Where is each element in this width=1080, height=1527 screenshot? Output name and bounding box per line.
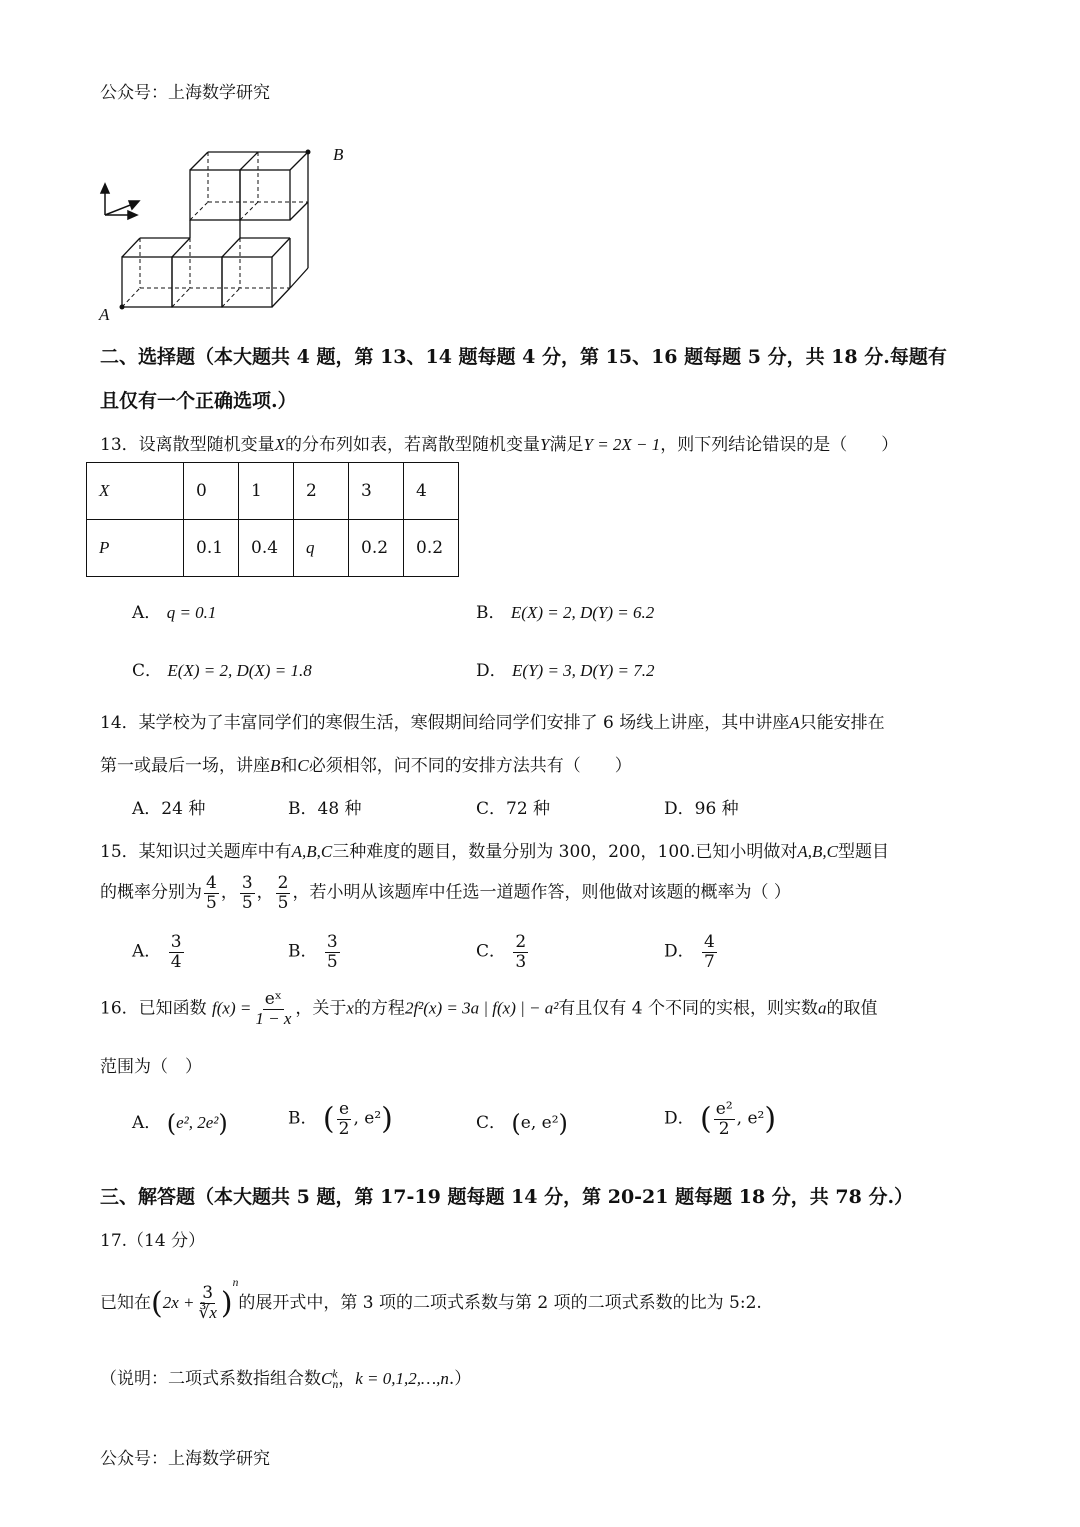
table-cell: 1 <box>239 463 294 520</box>
table-cell: 0.1 <box>184 520 239 577</box>
axis-arrows-icon <box>101 184 139 219</box>
q14-option-c[interactable]: C．72 种 <box>476 799 551 819</box>
point-a <box>120 305 125 310</box>
q16-option-d[interactable]: D． ( $\frac{\text{e²}}{2}$ , e²) <box>664 1099 777 1139</box>
q17-note: （说明：二项式系数指组合数$C^k_n$，k = 0,1,2,…,n.） <box>100 1367 472 1392</box>
table-cell: 0.2 <box>404 520 459 577</box>
q16-stem-line1: 16．已知函数 f(x) = $\frac{\text{eˣ}}{1 - x}$ ，关于x的方程2f²(x) = 3a | f(x) | − a²有且仅有 4 个不同的实根，则实数a的取值 <box>100 989 878 1028</box>
figure-label-a: A <box>99 305 110 324</box>
cube-stack-figure <box>95 140 365 325</box>
table-cell: P <box>87 520 184 577</box>
table-row <box>87 463 459 520</box>
q15-option-b[interactable]: B． $\frac{3}{5}$ <box>288 932 338 972</box>
q13-option-d[interactable]: D． E(Y) = 3, D(Y) = 7.2 <box>476 661 655 681</box>
table-cell: 4 <box>404 463 459 520</box>
table-cell: 2 <box>294 463 349 520</box>
q15-option-a[interactable]: A． $\frac{3}{4}$ <box>132 932 182 972</box>
q15-stem-line2: 的概率分别为 $\frac{4}{5}$ ， $\frac{3}{5}$ ， $\frac{2}{5}$ ，若小明从该题库中任选一道题作答，则他做对该题的概率为（ ） <box>100 873 791 913</box>
q14-option-b[interactable]: B．48 种 <box>288 799 362 819</box>
point-b <box>306 150 311 155</box>
q14-option-d[interactable]: D．96 种 <box>664 799 739 819</box>
table-cell: 3 <box>349 463 404 520</box>
figure-label-b: B <box>333 145 344 164</box>
q16-stem-line2: 范围为（ ） <box>100 1057 202 1077</box>
section2-heading-line1: 二、选择题（本大题共 4 题，第 13、14 题每题 4 分，第 15、16 题每题 5 分，共 18 分.每题有 <box>100 346 947 368</box>
q16-option-b[interactable]: B． ( $\frac{e}{2}$ , e²) <box>288 1099 393 1139</box>
q13-stem: 13．设离散型随机变量X的分布列如表，若离散型随机变量Y满足Y = 2X − 1，则下列结论错误的是（ ） <box>100 435 899 455</box>
q15-option-c[interactable]: C． $\frac{2}{3}$ <box>476 932 527 972</box>
q16-option-a[interactable]: A． (e², 2e²) <box>132 1109 228 1138</box>
table-cell: 0.2 <box>349 520 404 577</box>
page-footer: 公众号：上海数学研究 <box>100 1449 270 1469</box>
table-row <box>87 520 459 577</box>
section3-heading: 三、解答题（本大题共 5 题，第 17-19 题每题 14 分，第 20-21 题每题 18 分，共 78 分.） <box>100 1186 914 1208</box>
table-cell: q <box>294 520 349 577</box>
q15-option-d[interactable]: D． $\frac{4}{7}$ <box>664 932 715 972</box>
q13-option-c[interactable]: C． E(X) = 2, D(X) = 1.8 <box>132 661 312 681</box>
q13-option-a[interactable]: A． q = 0.1 <box>132 603 217 623</box>
q16-option-c[interactable]: C． (e, e²) <box>476 1109 568 1138</box>
q13-distribution-table <box>86 462 459 577</box>
q14-stem-line2: 第一或最后一场，讲座B和C必须相邻，问不同的安排方法共有（ ） <box>100 756 632 776</box>
table-cell: X <box>87 463 184 520</box>
q17-heading: 17.（14 分） <box>100 1231 206 1251</box>
q14-stem-line1: 14．某学校为了丰富同学们的寒假生活，寒假期间给同学们安排了 6 场线上讲座，其中讲座A只能安排在 <box>100 713 885 733</box>
section2-heading-line2: 且仅有一个正确选项.） <box>100 390 297 412</box>
page-header: 公众号：上海数学研究 <box>100 83 270 103</box>
q17-stem: 已知在(2x + $\frac{3}{∛x}$ )$^n$的展开式中，第 3 项的二项式系数与第 2 项的二项式系数的比为 5:2. <box>100 1276 762 1322</box>
table-cell: 0 <box>184 463 239 520</box>
table-cell: 0.4 <box>239 520 294 577</box>
q13-option-b[interactable]: B． E(X) = 2, D(Y) = 6.2 <box>476 603 655 623</box>
q14-option-a[interactable]: A．24 种 <box>132 799 206 819</box>
q15-stem-line1: 15．某知识过关题库中有A,B,C三种难度的题目，数量分别为 300，200，100.已知小明做对A,B,C型题目 <box>100 842 890 862</box>
